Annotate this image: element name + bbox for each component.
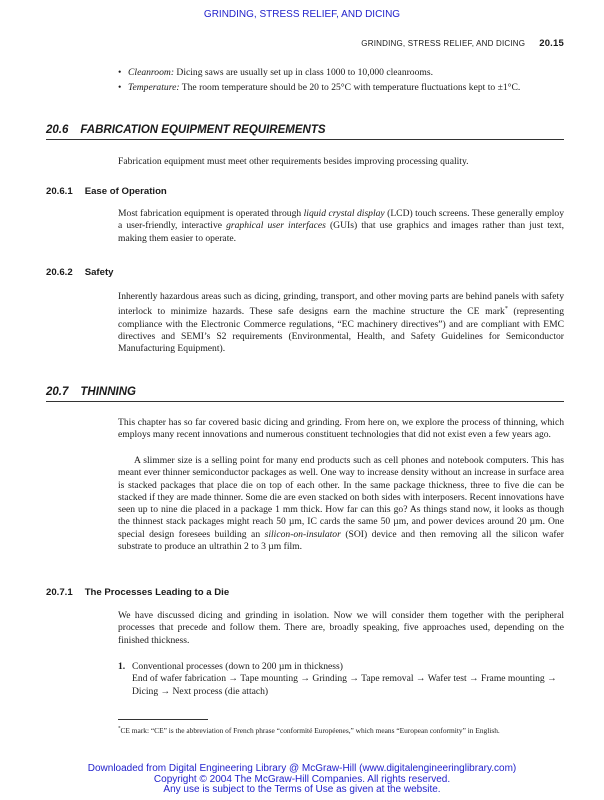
section-number: 20.6 (46, 124, 69, 136)
text-run: Inherently hazardous areas such as dicing, grinding, transport, and other moving parts are behind panels with safety interlock to minimize hazards. These safe designs earn the machine structure the CE mark (118, 291, 564, 318)
top-banner: GRINDING, STRESS RELIEF, AND DICING (203, 9, 401, 20)
footnote-mark: * (118, 726, 121, 732)
text-run: (LCD) touch screens. These generally employ a user-friendly, interactive (118, 208, 564, 232)
running-head (361, 38, 564, 49)
terms-of-use-notice: Any use is subject to the Terms of Use as given at the website. (163, 784, 441, 795)
ease-of-operation-paragraph (118, 208, 564, 245)
thinning-paragraph-2 (118, 455, 564, 553)
list-item (118, 661, 568, 698)
bullet-cleanroom: • Cleanroom: Dicing saws are usually set up in class 1000 to 10,000 cleanrooms. (118, 67, 434, 78)
bullet-text: Dicing saws are usually set up in class 1000 to 10,000 cleanrooms. (174, 67, 434, 78)
subsection-number: 20.7.1 (46, 587, 73, 598)
italic-term: liquid crystal display (303, 208, 385, 219)
processes-paragraph: We have discussed dicing and grinding in isolation. Now we will consider them together with the peripheral processes that precede and follow them. There are, broadly speaking, five approaches used, depending on the finished thickness. (118, 610, 564, 646)
page-number: 20.15 (539, 38, 564, 49)
section-number: 20.7 (46, 386, 69, 398)
running-head-title: GRINDING, STRESS RELIEF, AND DICING (361, 39, 526, 48)
italic-term: graphical user interfaces (226, 220, 326, 232)
subsection-heading-20-7-1 (46, 587, 229, 598)
footnote-text: CE mark: “CE” is the abbreviation of French phrase “conformité Européenes,” which means “European conformity” in English. (120, 726, 500, 735)
subsection-title: Ease of Operation (84, 186, 167, 197)
text-run: Most fabrication equipment is operated through (118, 208, 304, 219)
section-heading-20-7 (46, 386, 564, 402)
copyright-notice: Copyright © 2004 The McGraw-Hill Companies. All rights reserved. (153, 773, 451, 785)
subsection-number: 20.6.2 (46, 267, 73, 278)
safety-paragraph (118, 291, 564, 356)
footnote-rule (118, 719, 208, 720)
text-run: (representing compliance with the Electronic Commerce regulations, “EC machinery directives”) and are compliant with EMC directives and SEMI’s S2 requirements (Environmental, Health, and Safety Guidelines for Semiconductor Manufacturing Equipment). (118, 306, 565, 355)
download-notice-link[interactable]: Downloaded from Digital Engineering Library @ McGraw-Hill (www.digitalengineeringlibrary.com) (87, 763, 517, 774)
process-flow: End of wafer fabrication → Tape mounting → Grinding → Tape removal → Wafer test → Frame mounting → Dicing → Next process (die attach) (132, 673, 557, 697)
subsection-title: The Processes Leading to a Die (84, 587, 230, 598)
subsection-title: Safety (84, 267, 114, 278)
subsection-heading-20-6-1 (46, 186, 167, 197)
section-20-6-intro: Fabrication equipment must meet other requirements besides improving processing quality. (118, 156, 469, 167)
italic-term: silicon-on-insulator (264, 528, 341, 540)
text-run: (GUIs) that use graphics and images rather than just text, making them easier to operate. (118, 220, 564, 244)
subsection-heading-20-6-2 (46, 267, 113, 278)
bottom-banner (0, 764, 604, 796)
footnote-marker: * (504, 306, 508, 313)
bullet-term: Temperature: (128, 82, 180, 93)
subsection-number: 20.6.1 (46, 186, 73, 197)
text-run: (SOI) device and then removing all the silicon wafer substrate to produce an ultrathin 2 to 3 µm film. (118, 528, 564, 553)
section-title: THINNING (80, 386, 136, 398)
thinning-paragraph-1: This chapter has so far covered basic dicing and grinding. From here on, we explore the process of thinning, which employs many recent innovations and numerous constituent technologies that did not exist even a few years ago. (118, 417, 564, 441)
bullet-text: The room temperature should be 20 to 25°C with temperature fluctuations kept to ±1°C. (179, 82, 521, 93)
list-item-title: Conventional processes (down to 200 µm in thickness) (132, 661, 343, 672)
footnote (118, 726, 568, 735)
section-title: FABRICATION EQUIPMENT REQUIREMENTS (80, 124, 326, 136)
bullet-term: Cleanroom: (128, 67, 175, 78)
section-heading-20-6 (46, 124, 564, 140)
text-run: A slimmer size is a selling point for many end products such as cell phones and notebook computers. This has meant ever thinner semiconductor packages as well. One way to increase density without an increase in surface area is stacked packages that place die on top of each other. In the same package thickness, three to five die can be stacked if they are made thinner. Some die are even stacked on both sides with interposers. Recent innovations have seen up to nine die placed in a package 1 mm thick. How far can this go? As things stand now, it looks as though the thinnest stack packages might reach 50 µm, IC cards the same 50 µm, and power devices around 20 µm. One special design foresees building an (118, 455, 564, 540)
list-number: 1. (118, 661, 126, 672)
bullet-temperature: • Temperature: The room temperature should be 20 to 25°C with temperature fluctuations kept to ±1°C. (118, 82, 521, 93)
